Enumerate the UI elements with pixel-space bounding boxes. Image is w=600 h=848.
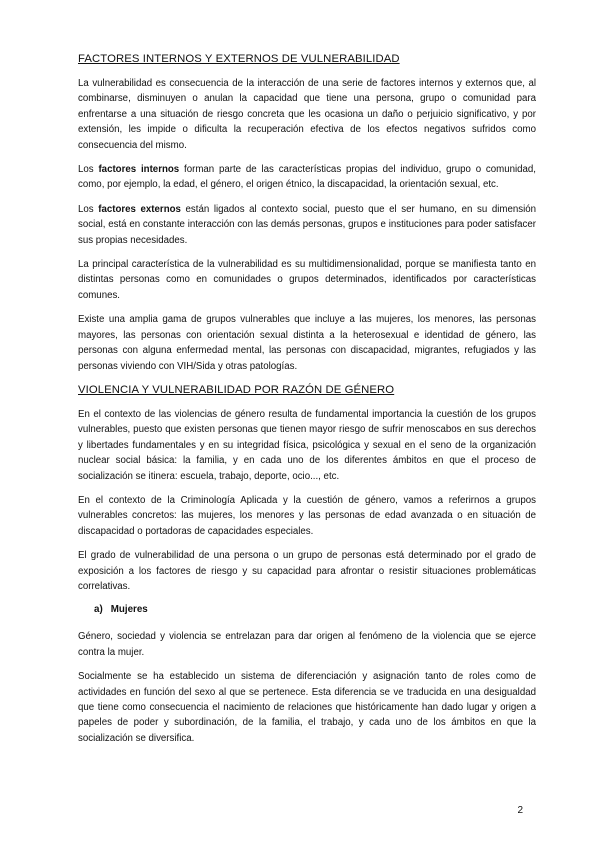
section-title-factores: FACTORES INTERNOS Y EXTERNOS DE VULNERABILIDAD: [78, 53, 400, 65]
term-factores-externos: factores externos: [98, 203, 181, 215]
paragraph-criminologia: En el contexto de la Criminología Aplicada y la cuestión de género, vamos a referirnos a grupos vulnerables concretos: las mujeres, los menores y las personas de edad avanzada o en situación de discapacidad o portadoras de capacidades especiales.: [78, 494, 536, 537]
paragraph-vulnerabilidad-intro: La vulnerabilidad es consecuencia de la interacción de una serie de factores internos y externos que, al combinarse, disminuyen o anulan la capacidad que tiene una persona, grupo o comunidad para enfrentarse a una situación de riesgo concreta que les ocasiona un daño o perjuicio significativo, y por extensión, les impide o dificulta la recuperación efectiva de los efectos negativos sufridos como consecuencia del mismo.: [78, 78, 536, 151]
subheading-mujeres: [78, 603, 536, 617]
paragraph-grupos-vulnerables: Existe una amplia gama de grupos vulnerables que incluye a las mujeres, los menores, las personas mayores, las personas con orientación sexual distinta a la heterosexual e identidad de género, las personas con alguna enfermedad mental, las personas con discapacidad, migrantes, refugiados y las personas viviendo con VIH/Sida y otras patologías.: [78, 314, 536, 372]
text-run: están ligados al contexto social, puesto que el ser humano, en su dimensión social, está en constante interacción con las demás personas, grupos e instituciones para poder satisfacer sus propias necesidades.: [78, 203, 536, 246]
paragraph-contexto-violencias: En el contexto de las violencias de género resulta de fundamental importancia la cuestión de los grupos vulnerables, puesto que existen personas que tienen mayor riesgo de sufrir menoscabos en sus derechos y libertades fundamentales y en su integridad física, psicológica y sexual en el seno de la organización nuclear social básica: la familia, y en cada uno de los diferentes ámbitos en que el proceso de socialización se itinera: escuela, trabajo, deporte, ocio..., etc.: [78, 408, 536, 482]
text-run: forman parte de las características propias del individuo, grupo o comunidad, como, por ejemplo, la edad, el género, el origen étnico, la discapacidad, la orientación sexual, etc.: [78, 164, 536, 191]
text-run: Los: [78, 203, 99, 215]
paragraph-grado-vulnerabilidad: El grado de vulnerabilidad de una persona o un grupo de personas está determinado por el grado de exposición a los factores de riesgo y su capacidad para afrontar o resistir situaciones problemáticas correlativas.: [78, 550, 536, 592]
paragraph-genero-sociedad: Género, sociedad y violencia se entrelazan para dar origen al fenómeno de la violencia que se ejerce contra la mujer.: [78, 631, 536, 658]
section-title-violencia: VIOLENCIA Y VULNERABILIDAD POR RAZÓN DE GÉNERO: [78, 383, 395, 396]
paragraph-diferenciacion-roles: Socialmente se ha establecido un sistema de diferenciación y asignación tanto de roles como de actividades en función del sexo al que se pertenece. Esta diferencia se ve traducida en una desigualdad que tiene como consecuencia el nacimiento de relaciones que históricamente han dado lugar y origen a papeles de poder y subordinación, de la familia, el trabajo, y cada uno de los ámbitos en que la socialización se diversifica.: [78, 671, 536, 744]
term-factores-internos: factores internos: [98, 164, 180, 176]
page-number: 2: [517, 805, 523, 816]
paragraph-factores-externos: [78, 202, 536, 248]
subheading-letter: a): [94, 604, 103, 616]
paragraph-multidimensionalidad: La principal característica de la vulnerabilidad es su multidimensionalidad, porque se manifiesta tanto en distintas personas como en comunidades o grupos determinados, identificados por características comunes.: [78, 259, 536, 301]
page-content: [78, 52, 536, 755]
text-run: Los: [78, 164, 99, 176]
subheading-label: Mujeres: [110, 604, 148, 616]
paragraph-factores-internos: [78, 162, 536, 193]
